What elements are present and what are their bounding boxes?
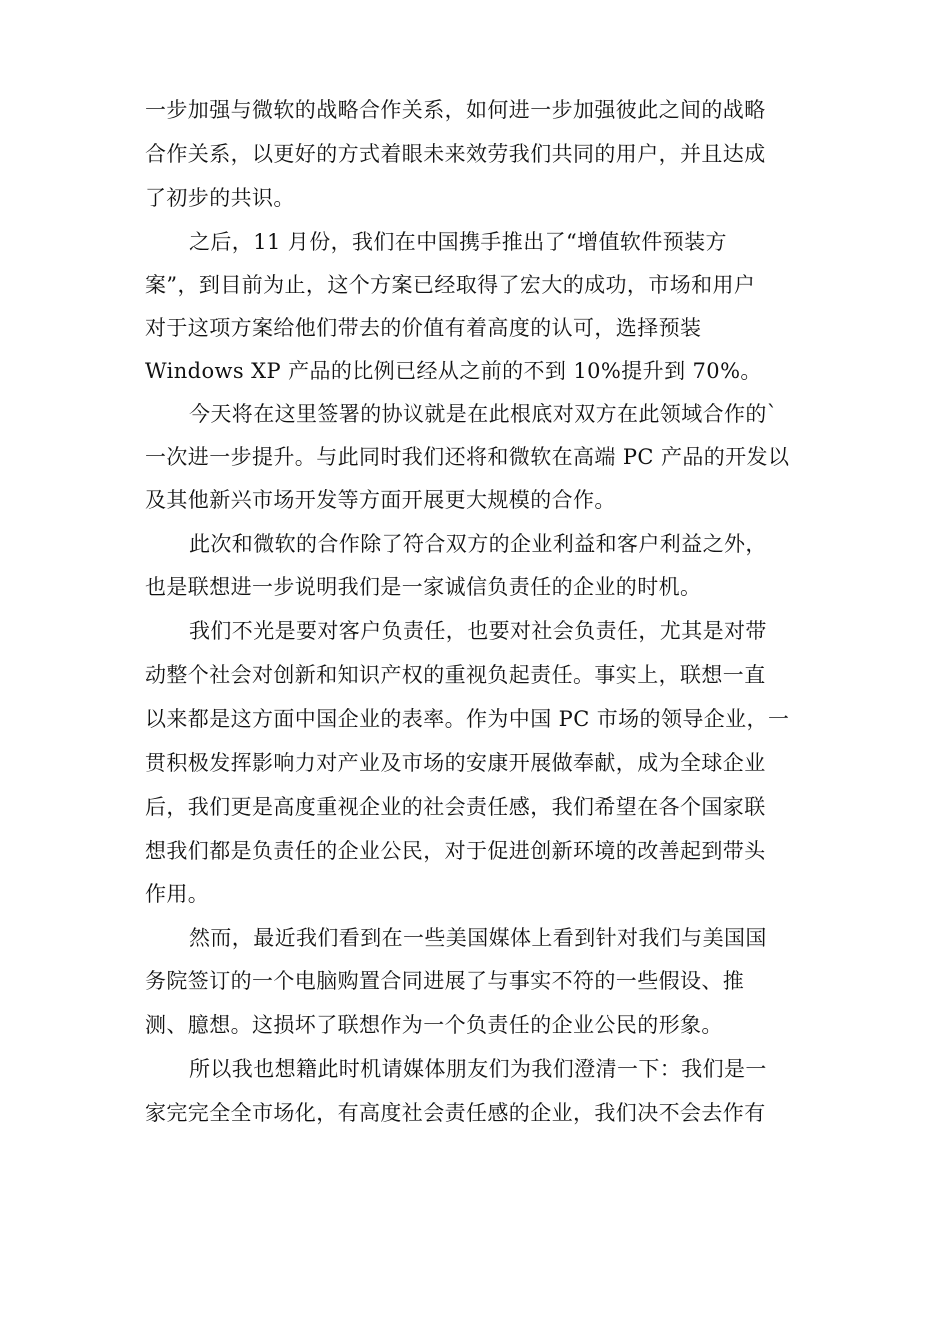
text-line: 然而，最近我们看到在一些美国媒体上看到针对我们与美国国 (189, 926, 767, 950)
text-line: 案”，到目前为止，这个方案已经取得了宏大的成功，市场和用户 (145, 273, 756, 297)
text-line: 我们不光是要对客户负责任，也要对社会负责任，尤其是对带 (189, 619, 767, 643)
text-line: 务院签订的一个电脑购置合同进展了与事实不符的一些假设、推 (145, 969, 745, 993)
text-line: 了初步的共识。 (145, 186, 295, 210)
text-line: 所以我也想籍此时机请媒体朋友们为我们澄清一下：我们是一 (189, 1057, 767, 1081)
text-line: 家完完全全市场化，有高度社会责任感的企业，我们决不会去作有 (145, 1101, 766, 1125)
text-line: 及其他新兴市场开发等方面开展更大规模的合作。 (145, 488, 616, 512)
text-line: 此次和微软的合作除了符合双方的企业利益和客户利益之外， (189, 532, 767, 556)
text-line: 之后，11 月份，我们在中国携手推出了“增值软件预装方 (189, 230, 727, 254)
text-line: 今天将在这里签署的协议就是在此根底对双方在此领域合作的` (189, 402, 778, 426)
text-line: 想我们都是负责任的企业公民，对于促进创新环境的改善起到带头 (145, 839, 766, 863)
text-line: 动整个社会对创新和知识产权的重视负起责任。事实上，联想一直 (145, 663, 766, 687)
text-line: 对于这项方案给他们带去的价值有着高度的认可，选择预装 (145, 316, 702, 340)
text-line: 作用。 (145, 882, 210, 906)
text-line: 一步加强与微软的战略合作关系，如何进一步加强彼此之间的战略 (145, 98, 766, 122)
text-line: 以来都是这方面中国企业的表率。作为中国 PC 市场的领导企业，一 (145, 707, 790, 731)
text-line: 测、臆想。这损坏了联想作为一个负责任的企业公民的形象。 (145, 1013, 723, 1037)
text-line: 后，我们更是高度重视企业的社会责任感，我们希望在各个国家联 (145, 795, 766, 819)
text-line: 一次进一步提升。与此同时我们还将和微软在高端 PC 产品的开发以 (145, 445, 790, 469)
text-line: 合作关系，以更好的方式着眼未来效劳我们共同的用户，并且达成 (145, 142, 766, 166)
text-line: Windows XP 产品的比例已经从之前的不到 10%提升到 70%。 (145, 359, 762, 383)
text-line: 也是联想进一步说明我们是一家诚信负责任的企业的时机。 (145, 575, 702, 599)
text-line: 贯积极发挥影响力对产业及市场的安康开展做奉献，成为全球企业 (145, 751, 766, 775)
